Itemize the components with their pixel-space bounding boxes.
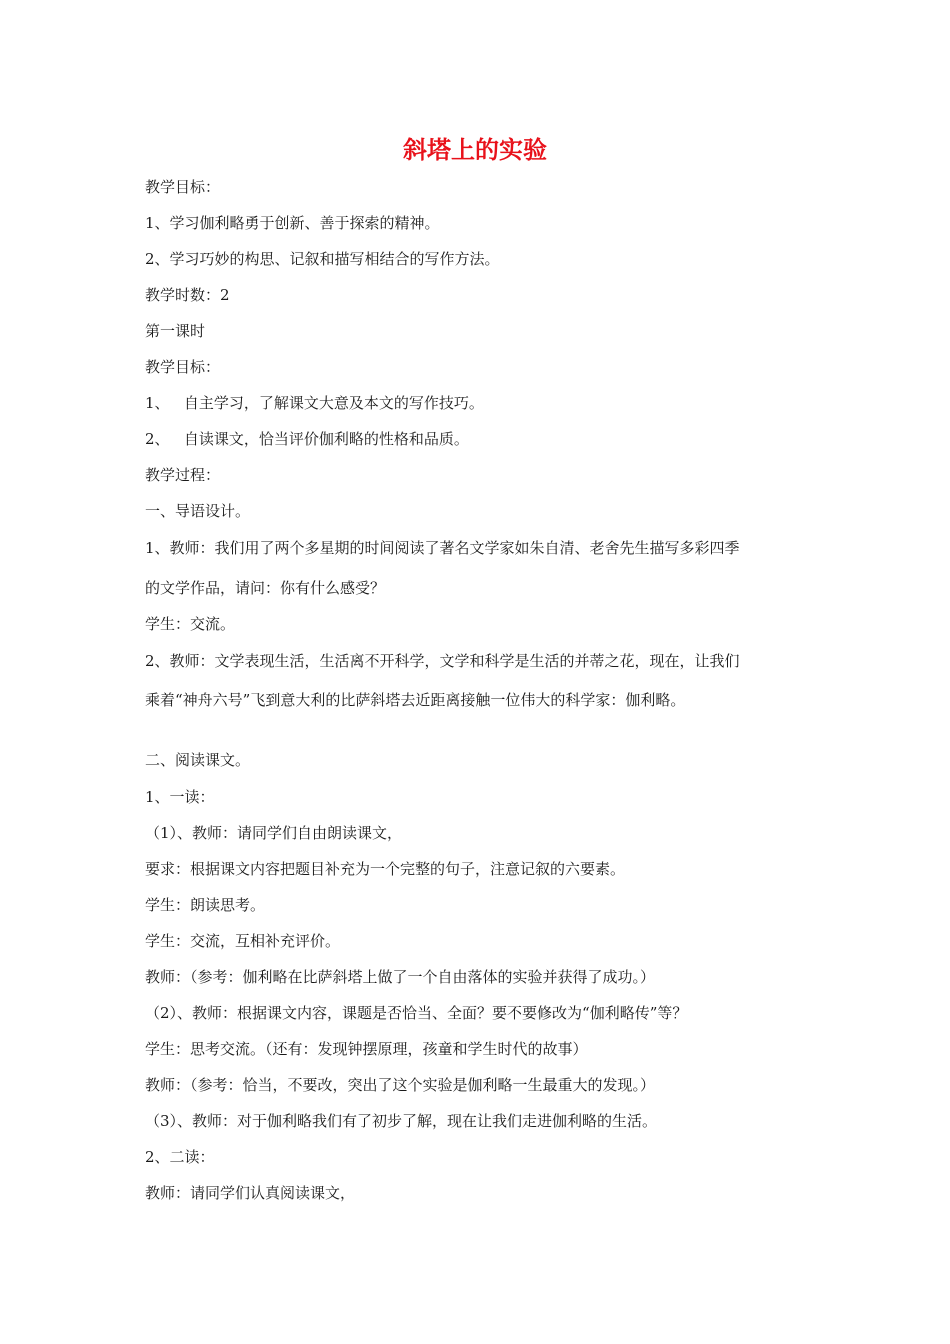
text-line: 的文学作品，请问：你有什么感受？	[145, 579, 386, 597]
text-line: 二、阅读课文。	[145, 751, 251, 769]
text-line: 1、教师：我们用了两个多星期的时间阅读了著名文学家如朱自清、老舍先生描写多彩四季	[145, 539, 740, 557]
text-line: 要求：根据课文内容把题目补充为一个完整的句子，注意记叙的六要素。	[145, 860, 626, 878]
text-line: 教师：（参考：伽利略在比萨斜塔上做了一个自由落体的实验并获得了成功。）	[145, 968, 656, 986]
text-line: 教学目标：	[145, 178, 221, 196]
text-line: 学生：思考交流。（还有：发现钟摆原理，孩童和学生时代的故事）	[145, 1040, 588, 1058]
text-line: （3）、教师：对于伽利略我们有了初步了解，现在让我们走进伽利略的生活。	[145, 1112, 658, 1130]
document-title: 斜塔上的实验	[403, 136, 547, 164]
text-line: 1、一读：	[145, 788, 215, 806]
text-line: 学生：交流，互相补充评价。	[145, 932, 341, 950]
text-line: 2、二读：	[145, 1148, 215, 1166]
text-line: 1、 自主学习，了解课文大意及本文的写作技巧。	[145, 394, 484, 412]
text-line: 2、学习巧妙的构思、记叙和描写相结合的写作方法。	[145, 250, 500, 268]
text-line: （2）、教师：根据课文内容，课题是否恰当、全面？要不要修改为“伽利略传”等？	[145, 1004, 688, 1022]
text-line: 第一课时	[145, 322, 206, 340]
text-line: 乘着“神舟六号”飞到意大利的比萨斜塔去近距离接触一位伟大的科学家：伽利略。	[145, 691, 686, 709]
text-line: 教学时数：2	[145, 286, 230, 304]
text-line: 教师：（参考：恰当，不要改，突出了这个实验是伽利略一生最重大的发现。）	[145, 1076, 656, 1094]
text-line: 学生：朗读思考。	[145, 896, 266, 914]
text-line: 2、教师：文学表现生活，生活离不开科学，文学和科学是生活的并蒂之花，现在，让我们	[145, 652, 740, 670]
text-line: 2、 自读课文，恰当评价伽利略的性格和品质。	[145, 430, 469, 448]
text-line: 教学过程：	[145, 466, 221, 484]
text-line: 1、学习伽利略勇于创新、善于探索的精神。	[145, 214, 440, 232]
text-line: （1）、教师：请同学们自由朗读课文，	[145, 824, 403, 842]
text-line: 教学目标：	[145, 358, 221, 376]
text-line: 学生：交流。	[145, 615, 236, 633]
text-line: 一、导语设计。	[145, 502, 251, 520]
text-line: 教师：请同学们认真阅读课文，	[145, 1184, 356, 1202]
